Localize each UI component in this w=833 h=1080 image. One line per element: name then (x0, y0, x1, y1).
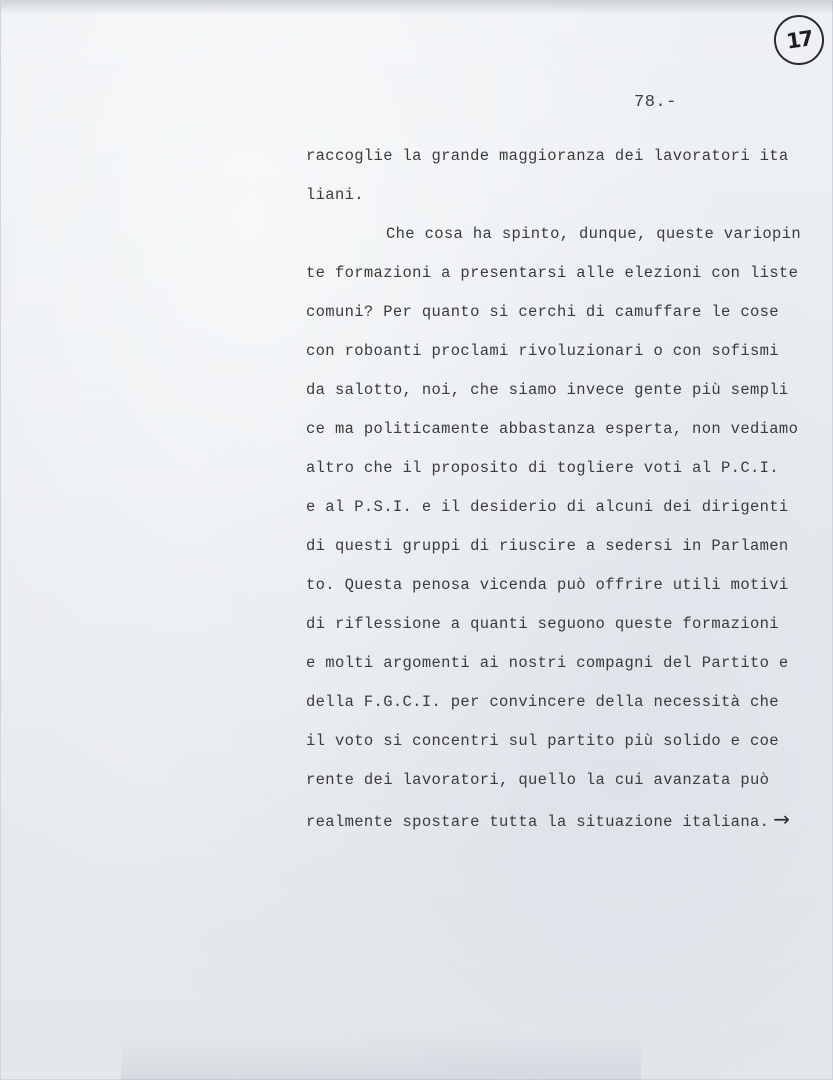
text-line: liani. (306, 186, 364, 204)
text-line: da salotto, noi, che siamo invece gente più sempli (306, 381, 789, 399)
show-through-text (121, 1033, 641, 1080)
text-line: comuni? Per quanto si cerchi di camuffare le cose (306, 303, 779, 321)
text-line: e molti argomenti ai nostri compagni del Partito e (306, 654, 789, 672)
text-line: di riflessione a quanti seguono queste formazioni (306, 615, 779, 633)
page-number: 78.- (634, 93, 677, 112)
text-line: e al P.S.I. e il desiderio di alcuni dei dirigenti (306, 498, 789, 516)
text-line: di questi gruppi di riuscire a sedersi in Parlamen (306, 537, 789, 555)
archive-number-stamp: 17 (771, 12, 827, 68)
scan-edge-shadow (1, 1, 833, 15)
text-line: raccoglie la grande maggioranza dei lavoratori ita (306, 147, 789, 165)
last-text-line (306, 804, 806, 843)
text-line: rente dei lavoratori, quello la cui avanzata può (306, 771, 770, 789)
text-line: con roboanti proclami rivoluzionari o con sofismi (306, 342, 779, 360)
text-line: te formazioni a presentarsi alle elezioni con liste (306, 264, 799, 282)
text-line: il voto si concentri sul partito più solido e coe (306, 732, 779, 750)
continuation-arrow-icon: → (773, 807, 791, 831)
paragraph-start-line: Che cosa ha spinto, dunque, queste variopin (386, 225, 802, 243)
text-line: della F.G.C.I. per convincere della necessità che (306, 693, 779, 711)
typewritten-text (306, 141, 806, 843)
text-line: to. Questa penosa vicenda può offrire utili motivi (306, 576, 789, 594)
text-line: altro che il proposito di togliere voti al P.C.I. (306, 459, 779, 477)
text-line: ce ma politicamente abbastanza esperta, non vediamo (306, 420, 799, 438)
last-line-text: realmente spostare tutta la situazione italiana. (306, 813, 770, 831)
